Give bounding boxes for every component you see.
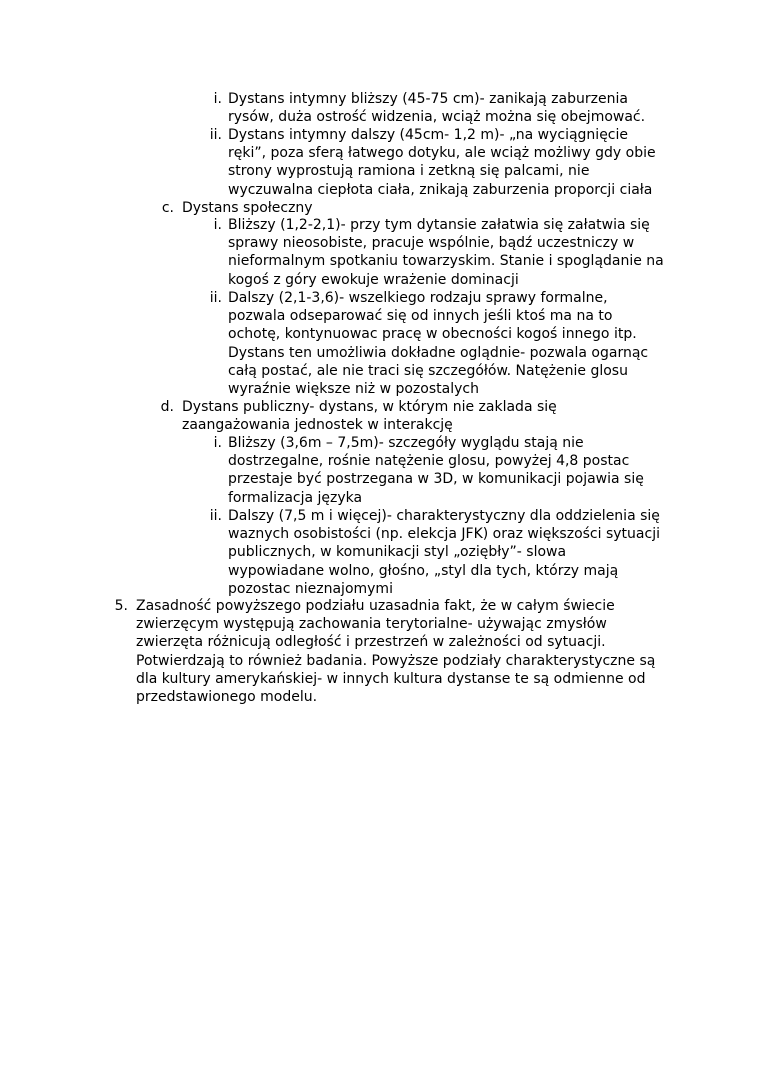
list-item-text <box>228 434 676 507</box>
text-line: Dystans społeczny <box>182 200 313 216</box>
list-marker: i. <box>213 435 222 451</box>
list-marker: i. <box>213 217 222 233</box>
text-line: kogoś z góry ewokuje wrażenie dominacji <box>228 271 519 288</box>
text-line: Potwierdzają to również badania. Powyższe podziały charakterystyczne są <box>136 652 656 669</box>
text-line: Dystans intymny dalszy (45cm- 1,2 m)- „na wyciągnięcie <box>228 127 629 143</box>
text-line: Dalszy (7,5 m i więcej)- charakterystyczny dla oddzielenia się <box>228 508 660 524</box>
text-line: pozostac nieznajomymi <box>228 580 393 597</box>
text-line: wyraźnie większe niż w pozostalych <box>228 381 479 398</box>
text-line: dostrzegalne, rośnie natężenie glosu, powyżej 4,8 postac <box>228 453 630 470</box>
text-line: publicznych, w komunikacji styl „oziębły”- slowa <box>228 544 567 561</box>
list-item-text <box>228 126 676 199</box>
list-item-text <box>182 199 612 217</box>
list-marker: i. <box>213 91 222 107</box>
text-line: wyczuwalna ciepłota ciała, znikają zaburzenia proporcji ciała <box>228 181 653 198</box>
text-line: dla kultury amerykańskiej- w innych kultura dystanse te są odmienne od <box>136 670 646 687</box>
list-item-text <box>228 90 676 126</box>
list-item-text <box>228 507 676 598</box>
list-item-text <box>136 597 666 706</box>
text-line: Bliższy (1,2-2,1)- przy tym dytansie załatwia się załatwia się <box>228 217 650 233</box>
text-line: rysów, duża ostrość widzenia, wciąż można się obejmować. <box>228 109 646 126</box>
list-marker: ii. <box>209 290 222 306</box>
list-marker: ii. <box>209 127 222 143</box>
text-line: ręki”, poza sferą łatwego dotyku, ale wciąż możliwy gdy obie <box>228 145 656 162</box>
text-line: przedstawionego modelu. <box>136 689 318 706</box>
text-line: zwierzęta różnicują odległość i przestrzeń w zależności od sytuacji. <box>136 634 606 651</box>
text-line: sprawy nieosobiste, pracuje wspólnie, bądź uczestniczy w <box>228 235 635 252</box>
text-line: wypowiadane wolno, głośno, „styl dla tych, którzy mają <box>228 562 619 579</box>
text-line: całą postać, ale nie traci się szczegółów. Natężenie glosu <box>228 362 628 379</box>
list-marker: 5. <box>114 598 128 614</box>
text-line: Dystans publiczny- dystans, w którym nie zaklada się <box>182 399 557 415</box>
text-line: ochotę, kontynuowac pracę w obecności kogoś innego itp. <box>228 326 637 343</box>
text-line: Bliższy (3,6m – 7,5m)- szczegóły wyglądu stają nie <box>228 435 584 451</box>
list-marker: d. <box>160 399 174 415</box>
text-line: waznych osobistości (np. elekcja JFK) oraz większości sytuacji <box>228 526 660 543</box>
text-line: zwierzęcym występują zachowania terytorialne- używając zmysłów <box>136 616 607 633</box>
text-line: pozwala odseparować się od innych jeśli ktoś ma na to <box>228 308 613 325</box>
text-line: Dystans intymny bliższy (45-75 cm)- zanikają zaburzenia <box>228 91 628 107</box>
text-line: przestaje być postrzegana w 3D, w komunikacji pojawia się <box>228 471 644 488</box>
text-line: formalizacja języka <box>228 489 363 506</box>
text-line: nieformalnym spotkaniu towarzyskim. Stanie i spoglądanie na <box>228 253 664 270</box>
list-marker: ii. <box>209 508 222 524</box>
list-item-text <box>182 398 612 434</box>
text-line: zaangażowania jednostek w interakcję <box>182 417 453 434</box>
text-line: strony wyprostują ramiona i zetkną się palcami, nie <box>228 163 590 180</box>
text-line: Zasadność powyższego podziału uzasadnia fakt, że w całym świecie <box>136 598 615 614</box>
text-line: Dalszy (2,1-3,6)- wszelkiego rodzaju sprawy formalne, <box>228 290 608 306</box>
text-line: Dystans ten umożliwia dokładne oglądnie- pozwala ogarnąc <box>228 344 649 361</box>
list-marker: c. <box>161 200 174 216</box>
list-item-text <box>228 289 676 398</box>
list-item-text <box>228 216 676 289</box>
